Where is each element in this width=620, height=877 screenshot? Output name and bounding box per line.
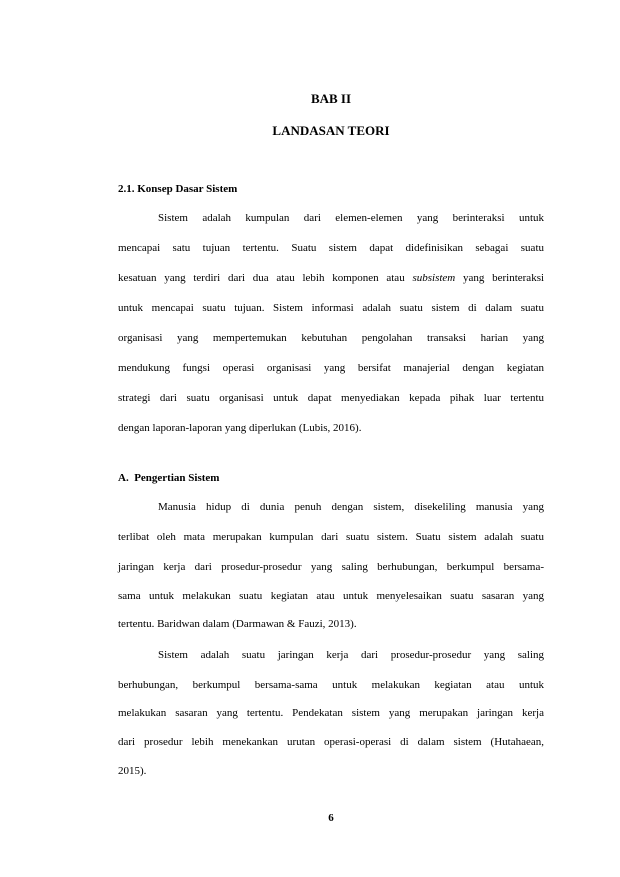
page-number: 6: [328, 812, 334, 824]
paragraph-line: strategi dari suatu organisasi untuk dapat menyediakan kepada pihak luar tertentu: [118, 392, 544, 404]
chapter-title: LANDASAN TEORI: [272, 123, 390, 138]
paragraph-text: kesatuan yang terdiri dari dua atau lebih komponen atau: [118, 272, 405, 284]
paragraph-line: Sistem adalah suatu jaringan kerja dari prosedur-prosedur yang saling: [158, 649, 544, 661]
paragraph-line: tertentu. Baridwan dalam (Darmawan & Fauzi, 2013).: [118, 618, 357, 630]
paragraph-line: berhubungan, berkumpul bersama-sama untuk melakukan kegiatan atau untuk: [118, 679, 544, 691]
paragraph-line: mencapai satu tujuan tertentu. Suatu sistem dapat didefinisikan sebagai suatu: [118, 242, 544, 254]
paragraph-line: Manusia hidup di dunia penuh dengan sistem, disekeliling manusia yang: [158, 501, 544, 513]
paragraph-line: [118, 270, 544, 286]
paragraph-line: melakukan sasaran yang tertentu. Pendekatan sistem yang merupakan jaringan kerja: [118, 707, 544, 719]
paragraph-line: terlibat oleh mata merupakan kumpulan dari suatu sistem. Suatu sistem adalah suatu: [118, 531, 544, 543]
paragraph-text: yang berinteraksi: [462, 272, 545, 284]
paragraph-line: sama untuk melakukan suatu kegiatan atau untuk menyelesaikan suatu sasaran yang: [118, 590, 544, 602]
paragraph-line: mendukung fungsi operasi organisasi yang bersifat manajerial dengan kegiatan: [118, 362, 544, 374]
paragraph-line: Sistem adalah kumpulan dari elemen-elemen yang berinteraksi untuk: [158, 212, 544, 224]
subsection-heading: A. Pengertian Sistem: [118, 472, 220, 484]
paragraph-line: dari prosedur lebih menekankan urutan operasi-operasi di dalam sistem (Hutahaean,: [118, 736, 544, 748]
paragraph-line: dengan laporan-laporan yang diperlukan (Lubis, 2016).: [118, 422, 362, 434]
chapter-label: BAB II: [310, 91, 352, 106]
section-heading: 2.1. Konsep Dasar Sistem: [118, 183, 238, 195]
paragraph-line: untuk mencapai suatu tujuan. Sistem informasi adalah suatu sistem di dalam suatu: [118, 302, 544, 314]
paragraph-line: organisasi yang mempertemukan kebutuhan pengolahan transaksi harian yang: [118, 332, 544, 344]
paragraph-line: 2015).: [118, 765, 147, 777]
paragraph-line: jaringan kerja dari prosedur-prosedur yang saling berhubungan, berkumpul bersama-: [118, 561, 544, 573]
italic-term: subsistem: [412, 272, 456, 284]
